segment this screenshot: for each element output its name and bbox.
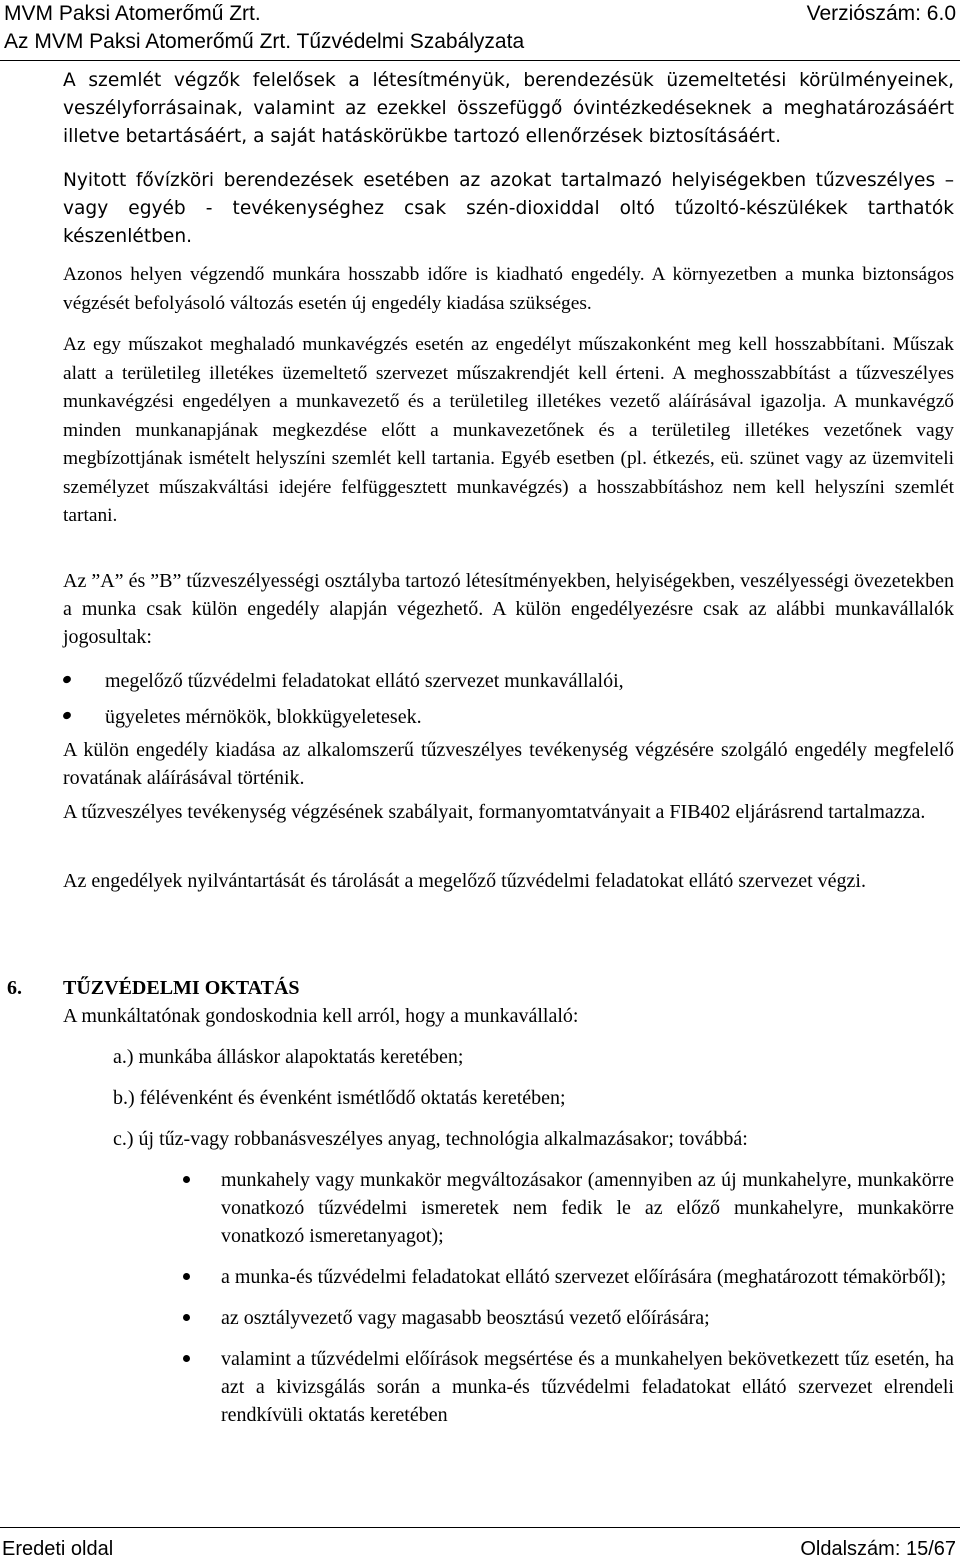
section-intro: A munkáltatónak gondoskodnia kell arról, hogy a munkavállaló: xyxy=(63,1005,579,1027)
paragraph: A tűzveszélyes tevékenység végzésének szabályait, formanyomtatványait a FIB402 eljárásrend tartalmazza. xyxy=(63,801,926,823)
paragraph: Az engedélyek nyilvántartását és tárolását a megelőző tűzvédelmi feladatokat ellátó szervezet végzi. xyxy=(63,870,866,892)
list-item xyxy=(221,1345,954,1429)
list-item-text: megelőző tűzvédelmi feladatokat ellátó szervezet munkavállalói, xyxy=(105,670,624,692)
header-row-2 xyxy=(4,28,956,56)
paragraph: Az ”A” és ”B” tűzveszélyességi osztályba tartozó létesítményekben, helyiségekben, veszélyességi övezetekben a munka csak külön engedély alapján végezhető. A külön engedélyezésre csak az alábbi munkavállalók jogosultak: xyxy=(63,570,954,648)
list-item-text: munkahely vagy munkakör megváltozásakor (amennyiben az új munkahelyre, munkakörre vonatkozó tűzvédelmi ismeretek nem fedik le az előző munkahelyre, munkakörre vonatkozó ismeretanyagot); xyxy=(221,1169,954,1247)
section-heading xyxy=(7,974,300,1002)
bullet-icon xyxy=(62,675,72,685)
list-item: b.) félévenként és évenként ismétlődő oktatás keretében; xyxy=(113,1087,566,1109)
paragraph-block-1 xyxy=(63,67,954,151)
footer-row xyxy=(2,1536,956,1562)
bullet-icon xyxy=(183,1176,190,1183)
section-number: 6. xyxy=(7,977,22,999)
paragraph-block-7 xyxy=(63,798,954,826)
list-item xyxy=(221,1304,954,1332)
training-occasions-list xyxy=(113,1043,748,1153)
list-item xyxy=(221,1263,954,1291)
list-item-text: valamint a tűzvédelmi előírások megsértése és a munkahelyen bekövetkezett tűz esetén, ha azt a kivizsgálás során a munka-és tűzvédelmi feladatokat ellátó szervezet elrendeli rendkívüli oktatás keretében xyxy=(221,1348,954,1426)
paragraph: A szemlét végzők felelősek a létesítményük, berendezésük üzemeltetési körülményeinek, veszélyforrásainak, valamint az ezekkel összefüggő óvintézkedéseknek a meghatározásáért illetve betartásáért, a saját hatáskörükbe tartozó ellenőrzések biztosításáért. xyxy=(63,70,954,147)
page-header xyxy=(0,0,960,61)
bullet-icon xyxy=(62,711,72,721)
paragraph: Nyitott fővízköri berendezések esetében az azokat tartalmazó helyiségekben tűzveszélyes – vagy egyéb - tevékenységhez csak szén-dioxiddal oltó tűzoltó-készülékek tarthatók készenlétben. xyxy=(63,170,954,247)
footer-page-number: Oldalszám: 15/67 xyxy=(800,1538,956,1560)
list-item-text: az osztályvezető vagy magasabb beosztású vezető előírására; xyxy=(221,1307,710,1329)
bullet-icon xyxy=(183,1273,190,1280)
list-item: a.) munkába álláskor alapoktatás keretében; xyxy=(113,1046,464,1068)
paragraph: Az egy műszakot meghaladó munkavégzés esetén az engedélyt műszakonként meg kell hosszabbítani. Műszak alatt a területileg illetékes üzemeltető szervezet műszakrendjét kell érteni. A meghosszabbítást a tűzveszélyes munkavégzési engedélyen a munkavezető és a területileg illetékes vezető aláírásával igazolja. A munkavégző minden munkanapjának megkezdése előtt a munkavezetőnek és a területileg illetékes vezetőnek vagy megbízottjának ismételt helyszíni szemlét kell tartania. Egyéb esetben (pl. étkezés, eü. szünet vagy az üzemviteli személyzet műszakváltási idejére felfüggesztett munkavégzés) a hosszabbításhoz nem kell helyszíni szemlét tartani. xyxy=(63,334,954,526)
paragraph: A külön engedély kiadása az alkalomszerű tűzveszélyes tevékenység végzésére szolgáló engedély megfelelő rovatának aláírásával történik. xyxy=(63,739,954,789)
page-footer xyxy=(0,1527,960,1562)
bullet-icon xyxy=(183,1355,190,1362)
list-item xyxy=(221,1166,954,1250)
header-company: MVM Paksi Atomerőmű Zrt. xyxy=(4,2,261,25)
paragraph-block-4 xyxy=(63,331,954,531)
bullet-icon xyxy=(183,1314,190,1321)
list-item xyxy=(63,667,954,695)
header-row-1 xyxy=(4,0,956,28)
paragraph-block-2 xyxy=(63,167,954,251)
authorized-list xyxy=(63,667,954,731)
section-title: TŰZVÉDELMI OKTATÁS xyxy=(63,977,300,999)
header-doc-title: Az MVM Paksi Atomerőmű Zrt. Tűzvédelmi Szabályzata xyxy=(4,30,525,53)
paragraph-block-8 xyxy=(63,867,954,895)
list-item xyxy=(63,703,954,731)
training-sub-list xyxy=(221,1166,954,1429)
section-intro-block xyxy=(63,1002,954,1030)
paragraph-block-5 xyxy=(63,567,954,651)
list-item-text: a munka-és tűzvédelmi feladatokat ellátó szervezet előírására (meghatározott témakörből); xyxy=(221,1266,947,1288)
list-item-text: ügyeletes mérnökök, blokkügyeletesek. xyxy=(105,706,422,728)
header-version: Verziószám: 6.0 xyxy=(806,2,956,25)
paragraph: Azonos helyen végzendő munkára hosszabb időre is kiadható engedély. A környezetben a munka biztonságos végzését befolyásoló változás esetén új engedély kiadása szükséges. xyxy=(63,264,954,314)
paragraph-block-6 xyxy=(63,736,954,792)
paragraph-block-3 xyxy=(63,261,954,318)
list-item: c.) új tűz-vagy robbanásveszélyes anyag, technológia alkalmazásakor; továbbá: xyxy=(113,1128,748,1150)
footer-original-page: Eredeti oldal xyxy=(2,1538,114,1560)
